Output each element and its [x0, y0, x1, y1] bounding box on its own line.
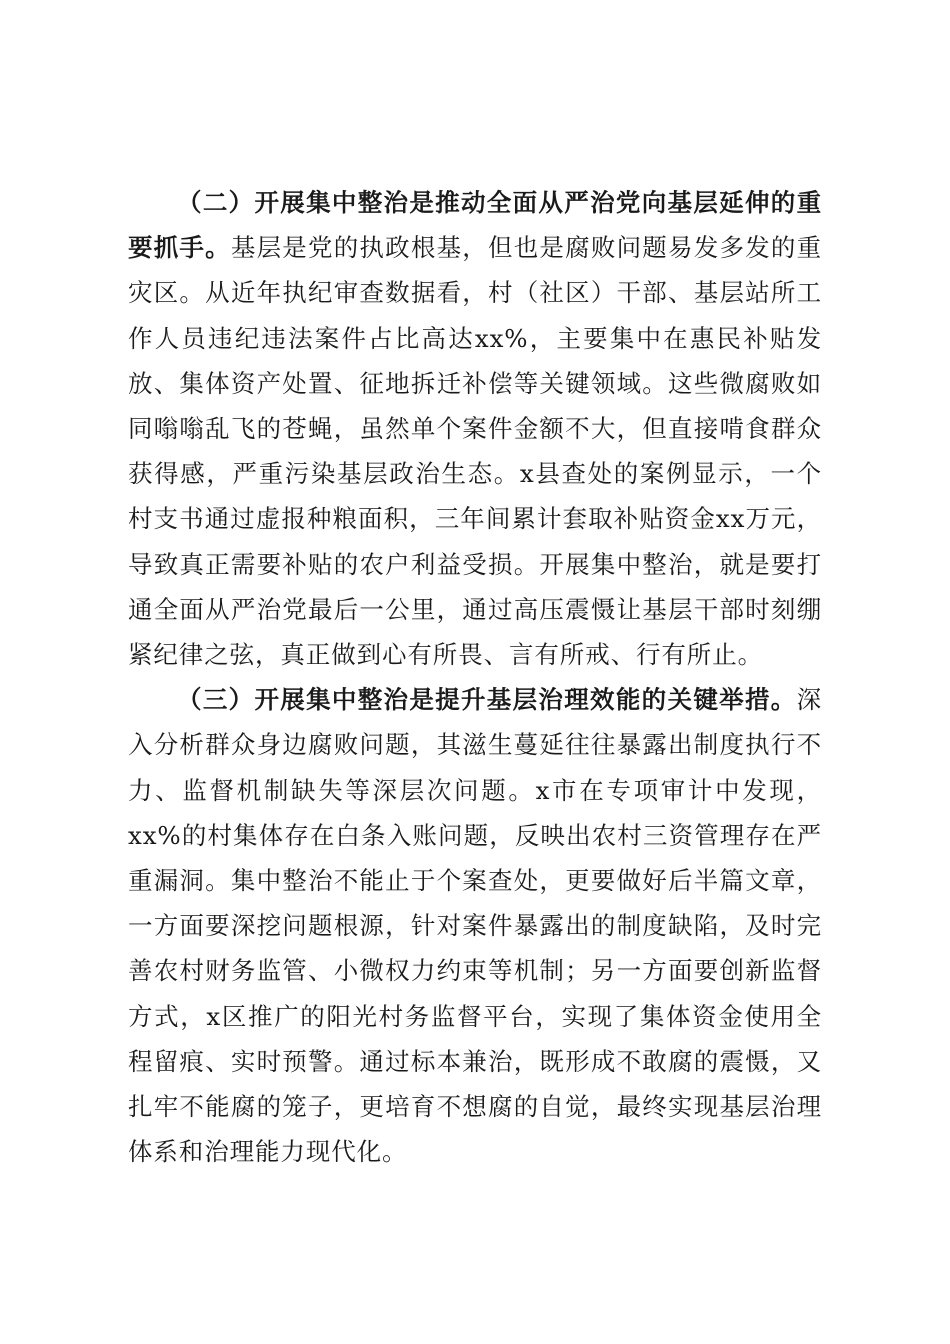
- section-3-heading: （三）开展集中整治是提升基层治理效能的关键举措。: [177, 685, 797, 715]
- paragraph-section-2: [128, 180, 822, 677]
- section-2-heading: （二）开展集中整治是推动全面从严治党向基层延伸的重要抓手。: [128, 188, 822, 263]
- section-2-body: 基层是党的执政根基，但也是腐败问题易发多发的重灾区。从近年执纪审查数据看，村（社区）干部、基层站所工作人员违纪违法案件占比高达xx%，主要集中在惠民补贴发放、集体资产处置、征地拆迁补偿等关键领域。这些微腐败如同嗡嗡乱飞的苍蝇，虽然单个案件金额不大，但直接啃食群众获得感，严重污染基层政治生态。x县查处的案例显示，一个村支书通过虚报种粮面积，三年间累计套取补贴资金xx万元，导致真正需要补贴的农户利益受损。开展集中整治，就是要打通全面从严治党最后一公里，通过高压震慑让基层干部时刻绷紧纪律之弦，真正做到心有所畏、言有所戒、行有所止。: [128, 233, 822, 670]
- section-3-body: 深入分析群众身边腐败问题，其滋生蔓延往往暴露出制度执行不力、监督机制缺失等深层次问题。x市在专项审计中发现，xx%的村集体存在白条入账问题，反映出农村三资管理存在严重漏洞。集中整治不能止于个案查处，更要做好后半篇文章，一方面要深挖问题根源，针对案件暴露出的制度缺陷，及时完善农村财务监管、小微权力约束等机制；另一方面要创新监督方式，x区推广的阳光村务监督平台，实现了集体资金使用全程留痕、实时预警。通过标本兼治，既形成不敢腐的震慑，又扎牢不能腐的笼子，更培育不想腐的自觉，最终实现基层治理体系和治理能力现代化。: [128, 685, 822, 1167]
- document-body: [128, 180, 822, 1174]
- paragraph-section-3: [128, 677, 822, 1174]
